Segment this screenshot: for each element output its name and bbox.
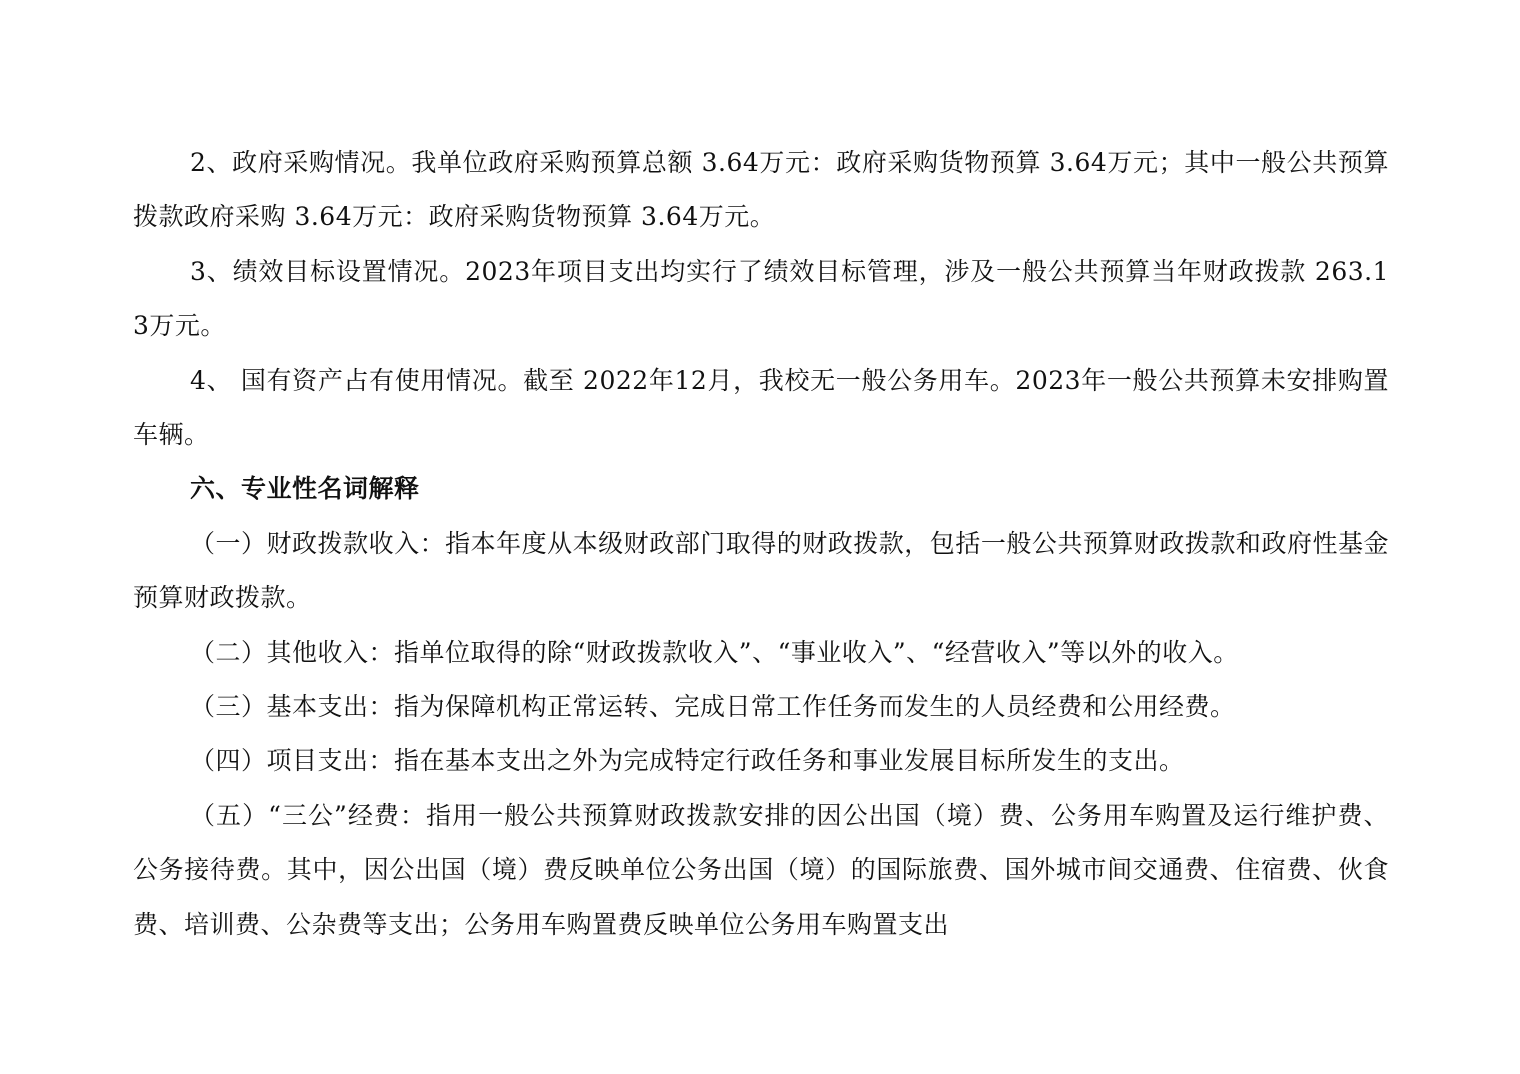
paragraph-fiscal-appropriation-income: （一）财政拨款收入：指本年度从本级财政部门取得的财政拨款，包括一般公共预算财政拨款和政府性基金预算财政拨款。	[133, 528, 1389, 613]
paragraph-three-public-expenses: （五）“三公”经费：指用一般公共预算财政拨款安排的因公出国（境）费、公务用车购置及运行维护费、 公务接待费。其中，因公出国（境）费反映单位公务出国（境）的国际旅费、国外城市间交通费、住宿费、伙食 费、培训费、公杂费等支出；公务用车购置费反映单位公务用车购置支出	[133, 800, 1389, 939]
paragraph-performance-targets: 3、绩效目标设置情况。2023年项目支出均实行了绩效目标管理，涉及一般公共预算当年财政拨款 263.13万元。	[133, 256, 1389, 341]
paragraph-other-income: （二）其他收入：指单位取得的除“财政拨款收入”、“事业收入”、“经营收入”等以外的收入。	[190, 637, 1239, 667]
paragraph-project-expenditure: （四）项目支出：指在基本支出之外为完成特定行政任务和事业发展目标所发生的支出。	[190, 746, 1185, 776]
document-body	[133, 136, 1389, 952]
paragraph-basic-expenditure: （三）基本支出：指为保障机构正常运转、完成日常工作任务而发生的人员经费和公用经费。	[190, 692, 1236, 722]
paragraph-state-assets: 4、 国有资产占有使用情况。截至 2022年12月，我校无一般公务用车。2023年一般公共预算未安排购置车辆。	[133, 365, 1389, 450]
section-heading-terminology: 六、专业性名词解释	[190, 474, 420, 504]
paragraph-government-procurement: 2、政府采购情况。我单位政府采购预算总额 3.64万元：政府采购货物预算 3.64万元；其中一般公共预算拨款政府采购 3.64万元：政府采购货物预算 3.64万元。	[133, 148, 1389, 232]
